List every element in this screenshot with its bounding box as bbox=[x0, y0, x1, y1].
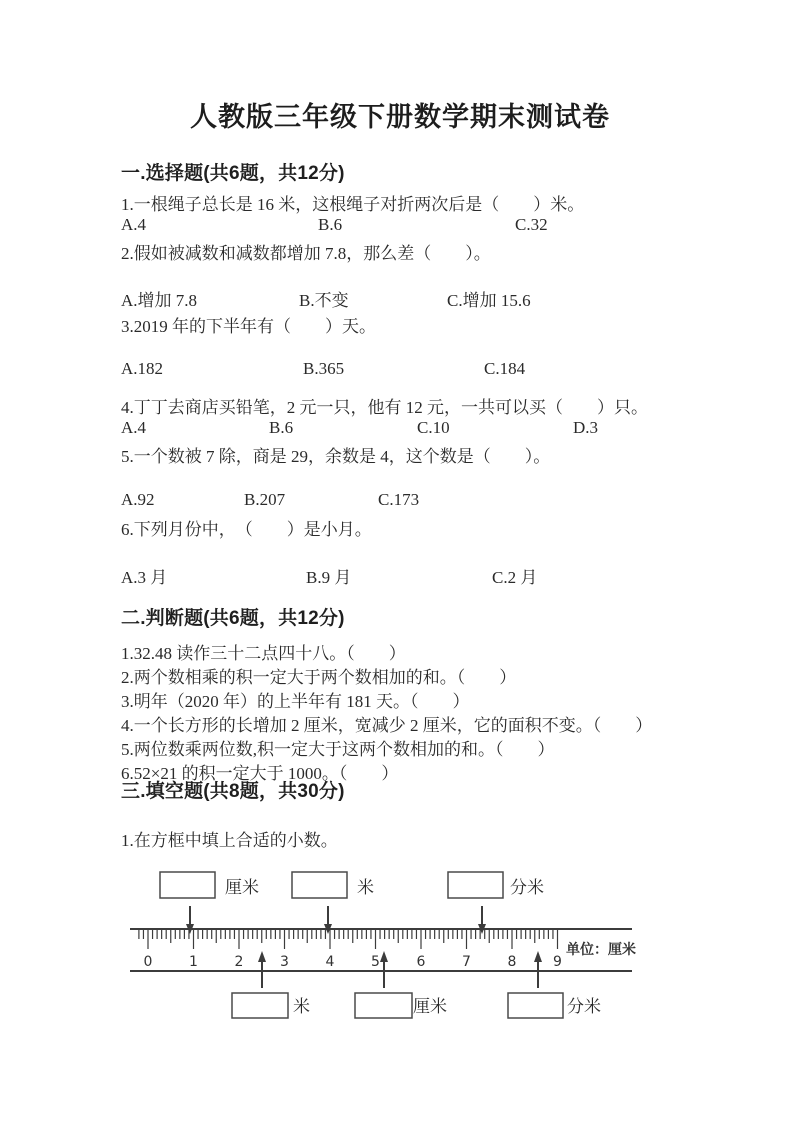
option-c: C.10 bbox=[417, 418, 450, 437]
answer-box-bottom-3[interactable] bbox=[508, 993, 563, 1018]
choice-q3-options bbox=[0, 359, 800, 381]
ruler-number: 7 bbox=[462, 954, 471, 970]
unit-label-top-1: 厘米 bbox=[225, 878, 259, 897]
choice-q4-text: 4.丁丁去商店买铅笔，2 元一只，他有 12 元，一共可以买（ ）只。 bbox=[121, 398, 648, 417]
answer-box-bottom-2[interactable] bbox=[355, 993, 412, 1018]
section1-heading: 一.选择题(共6题，共12分) bbox=[121, 163, 345, 184]
option-a: A.92 bbox=[121, 490, 155, 509]
option-c: C.增加 15.6 bbox=[447, 291, 531, 310]
fill-q1-text: 1.在方框中填上合适的小数。 bbox=[121, 831, 338, 850]
ruler-ticks bbox=[139, 930, 558, 949]
ruler-number: 6 bbox=[416, 954, 426, 970]
choice-q3-text: 3.2019 年的下半年有（ ）天。 bbox=[121, 317, 376, 336]
choice-q6-options bbox=[0, 563, 800, 585]
option-c: C.32 bbox=[515, 215, 548, 234]
choice-q4-options bbox=[0, 418, 800, 440]
option-c: C.2 月 bbox=[492, 568, 538, 587]
up-arrow-icon bbox=[380, 951, 388, 988]
option-d: D.3 bbox=[573, 418, 599, 437]
unit-label-bottom-3: 分米 bbox=[567, 997, 601, 1016]
choice-q6-text: 6.下列月份中， （ ）是小月。 bbox=[121, 520, 372, 539]
ruler-number: 5 bbox=[371, 954, 380, 970]
answer-box-top-3[interactable] bbox=[448, 872, 503, 898]
judge-item-6: 6.52×21 的积一定大于 1000。（ ） bbox=[121, 764, 399, 783]
judge-item-2: 2.两个数相乘的积一定大于两个数相加的和。（ ） bbox=[121, 668, 517, 687]
answer-box-bottom-1[interactable] bbox=[232, 993, 288, 1018]
choice-q2-options bbox=[0, 286, 800, 308]
answer-box-top-2[interactable] bbox=[292, 872, 347, 898]
ruler-unit-label: 单位：厘米 bbox=[566, 941, 636, 957]
ruler-number: 1 bbox=[189, 954, 198, 970]
choice-q5-text: 5.一个数被 7 除，商是 29，余数是 4，这个数是（ ）。 bbox=[121, 447, 551, 466]
choice-q1-options bbox=[0, 215, 800, 237]
unit-label-bottom-1: 米 bbox=[293, 997, 310, 1016]
option-b: B.6 bbox=[269, 418, 294, 437]
option-a: A.4 bbox=[121, 215, 147, 234]
option-b: B.207 bbox=[244, 490, 286, 509]
choice-q1-text: 1.一根绳子总长是 16 米，这根绳子对折两次后是（ ）米。 bbox=[121, 195, 585, 214]
ruler-number: 0 bbox=[143, 954, 153, 970]
ruler-number: 9 bbox=[553, 954, 562, 970]
up-arrow-icon bbox=[534, 951, 542, 988]
option-c: C.173 bbox=[378, 490, 420, 509]
ruler-diagram bbox=[0, 865, 800, 1035]
answer-box-top-1[interactable] bbox=[160, 872, 215, 898]
option-b: B.6 bbox=[318, 215, 343, 234]
option-c: C.184 bbox=[484, 359, 526, 378]
section3-heading: 三.填空题(共8题，共30分) bbox=[121, 781, 345, 802]
option-a: A.3 月 bbox=[121, 568, 168, 587]
unit-label-top-3: 分米 bbox=[510, 878, 544, 897]
judge-item-4: 4.一个长方形的长增加 2 厘米，宽减少 2 厘米，它的面积不变。（ ） bbox=[121, 716, 653, 735]
judge-item-5: 5.两位数乘两位数,积一定大于这两个数相加的和。（ ） bbox=[121, 740, 555, 759]
ruler-number: 4 bbox=[325, 954, 335, 970]
choice-q2-text: 2.假如被减数和减数都增加 7.8，那么差（ ）。 bbox=[121, 244, 491, 263]
ruler-number: 2 bbox=[234, 954, 244, 970]
unit-label-top-2: 米 bbox=[357, 878, 374, 897]
ruler-number: 3 bbox=[280, 954, 289, 970]
option-a: A.182 bbox=[121, 359, 164, 378]
option-a: A.增加 7.8 bbox=[121, 291, 198, 310]
page-title: 人教版三年级下册数学期末测试卷 bbox=[190, 102, 610, 132]
option-b: B.不变 bbox=[299, 291, 349, 310]
judge-item-1: 1.32.48 读作三十二点四十八。（ ） bbox=[121, 644, 406, 663]
choice-q5-options bbox=[0, 490, 800, 512]
section2-heading: 二.判断题(共6题，共12分) bbox=[121, 608, 345, 629]
option-b: B.9 月 bbox=[306, 568, 352, 587]
up-arrow-icon bbox=[258, 951, 266, 988]
judge-item-3: 3.明年（2020 年）的上半年有 181 天。（ ） bbox=[121, 692, 470, 711]
unit-label-bottom-2: 厘米 bbox=[413, 997, 447, 1016]
option-a: A.4 bbox=[121, 418, 147, 437]
ruler-number: 8 bbox=[507, 954, 517, 970]
option-b: B.365 bbox=[303, 359, 345, 378]
